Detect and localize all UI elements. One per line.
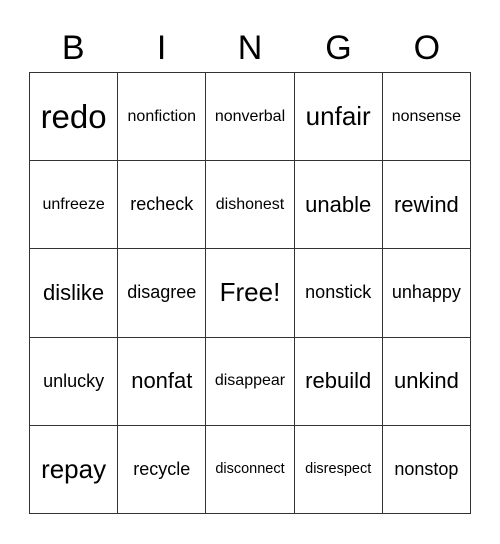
header-letter-o: O [413, 29, 441, 67]
bingo-cell[interactable]: nonstop [383, 426, 471, 514]
bingo-cell[interactable]: unlucky [30, 338, 118, 426]
bingo-cell[interactable]: disrespect [295, 426, 383, 514]
bingo-cell[interactable]: unkind [383, 338, 471, 426]
bingo-cell[interactable]: redo [30, 73, 118, 161]
bingo-cell[interactable]: unable [295, 161, 383, 249]
bingo-cell[interactable]: nonsense [383, 73, 471, 161]
bingo-board [29, 72, 471, 514]
bingo-cell[interactable]: rewind [383, 161, 471, 249]
free-space-cell[interactable]: Free! [206, 249, 294, 337]
bingo-cell[interactable]: disagree [118, 249, 206, 337]
bingo-cell[interactable]: unhappy [383, 249, 471, 337]
header-letter-n: N [237, 29, 263, 67]
bingo-cell[interactable]: disappear [206, 338, 294, 426]
bingo-cell[interactable]: nonfiction [118, 73, 206, 161]
header-letter-g: G [325, 29, 352, 67]
bingo-cell[interactable]: unfair [295, 73, 383, 161]
bingo-cell[interactable]: nonstick [295, 249, 383, 337]
bingo-cell[interactable]: repay [30, 426, 118, 514]
header-letter-b: B [61, 29, 85, 67]
bingo-cell[interactable]: nonverbal [206, 73, 294, 161]
bingo-cell[interactable]: disconnect [206, 426, 294, 514]
bingo-cell[interactable]: dislike [30, 249, 118, 337]
bingo-cell[interactable]: unfreeze [30, 161, 118, 249]
bingo-cell[interactable]: rebuild [295, 338, 383, 426]
header-letter-i: I [156, 29, 167, 67]
bingo-header [29, 24, 471, 72]
bingo-cell[interactable]: dishonest [206, 161, 294, 249]
bingo-cell[interactable]: nonfat [118, 338, 206, 426]
bingo-cell[interactable]: recycle [118, 426, 206, 514]
bingo-cell[interactable]: recheck [118, 161, 206, 249]
